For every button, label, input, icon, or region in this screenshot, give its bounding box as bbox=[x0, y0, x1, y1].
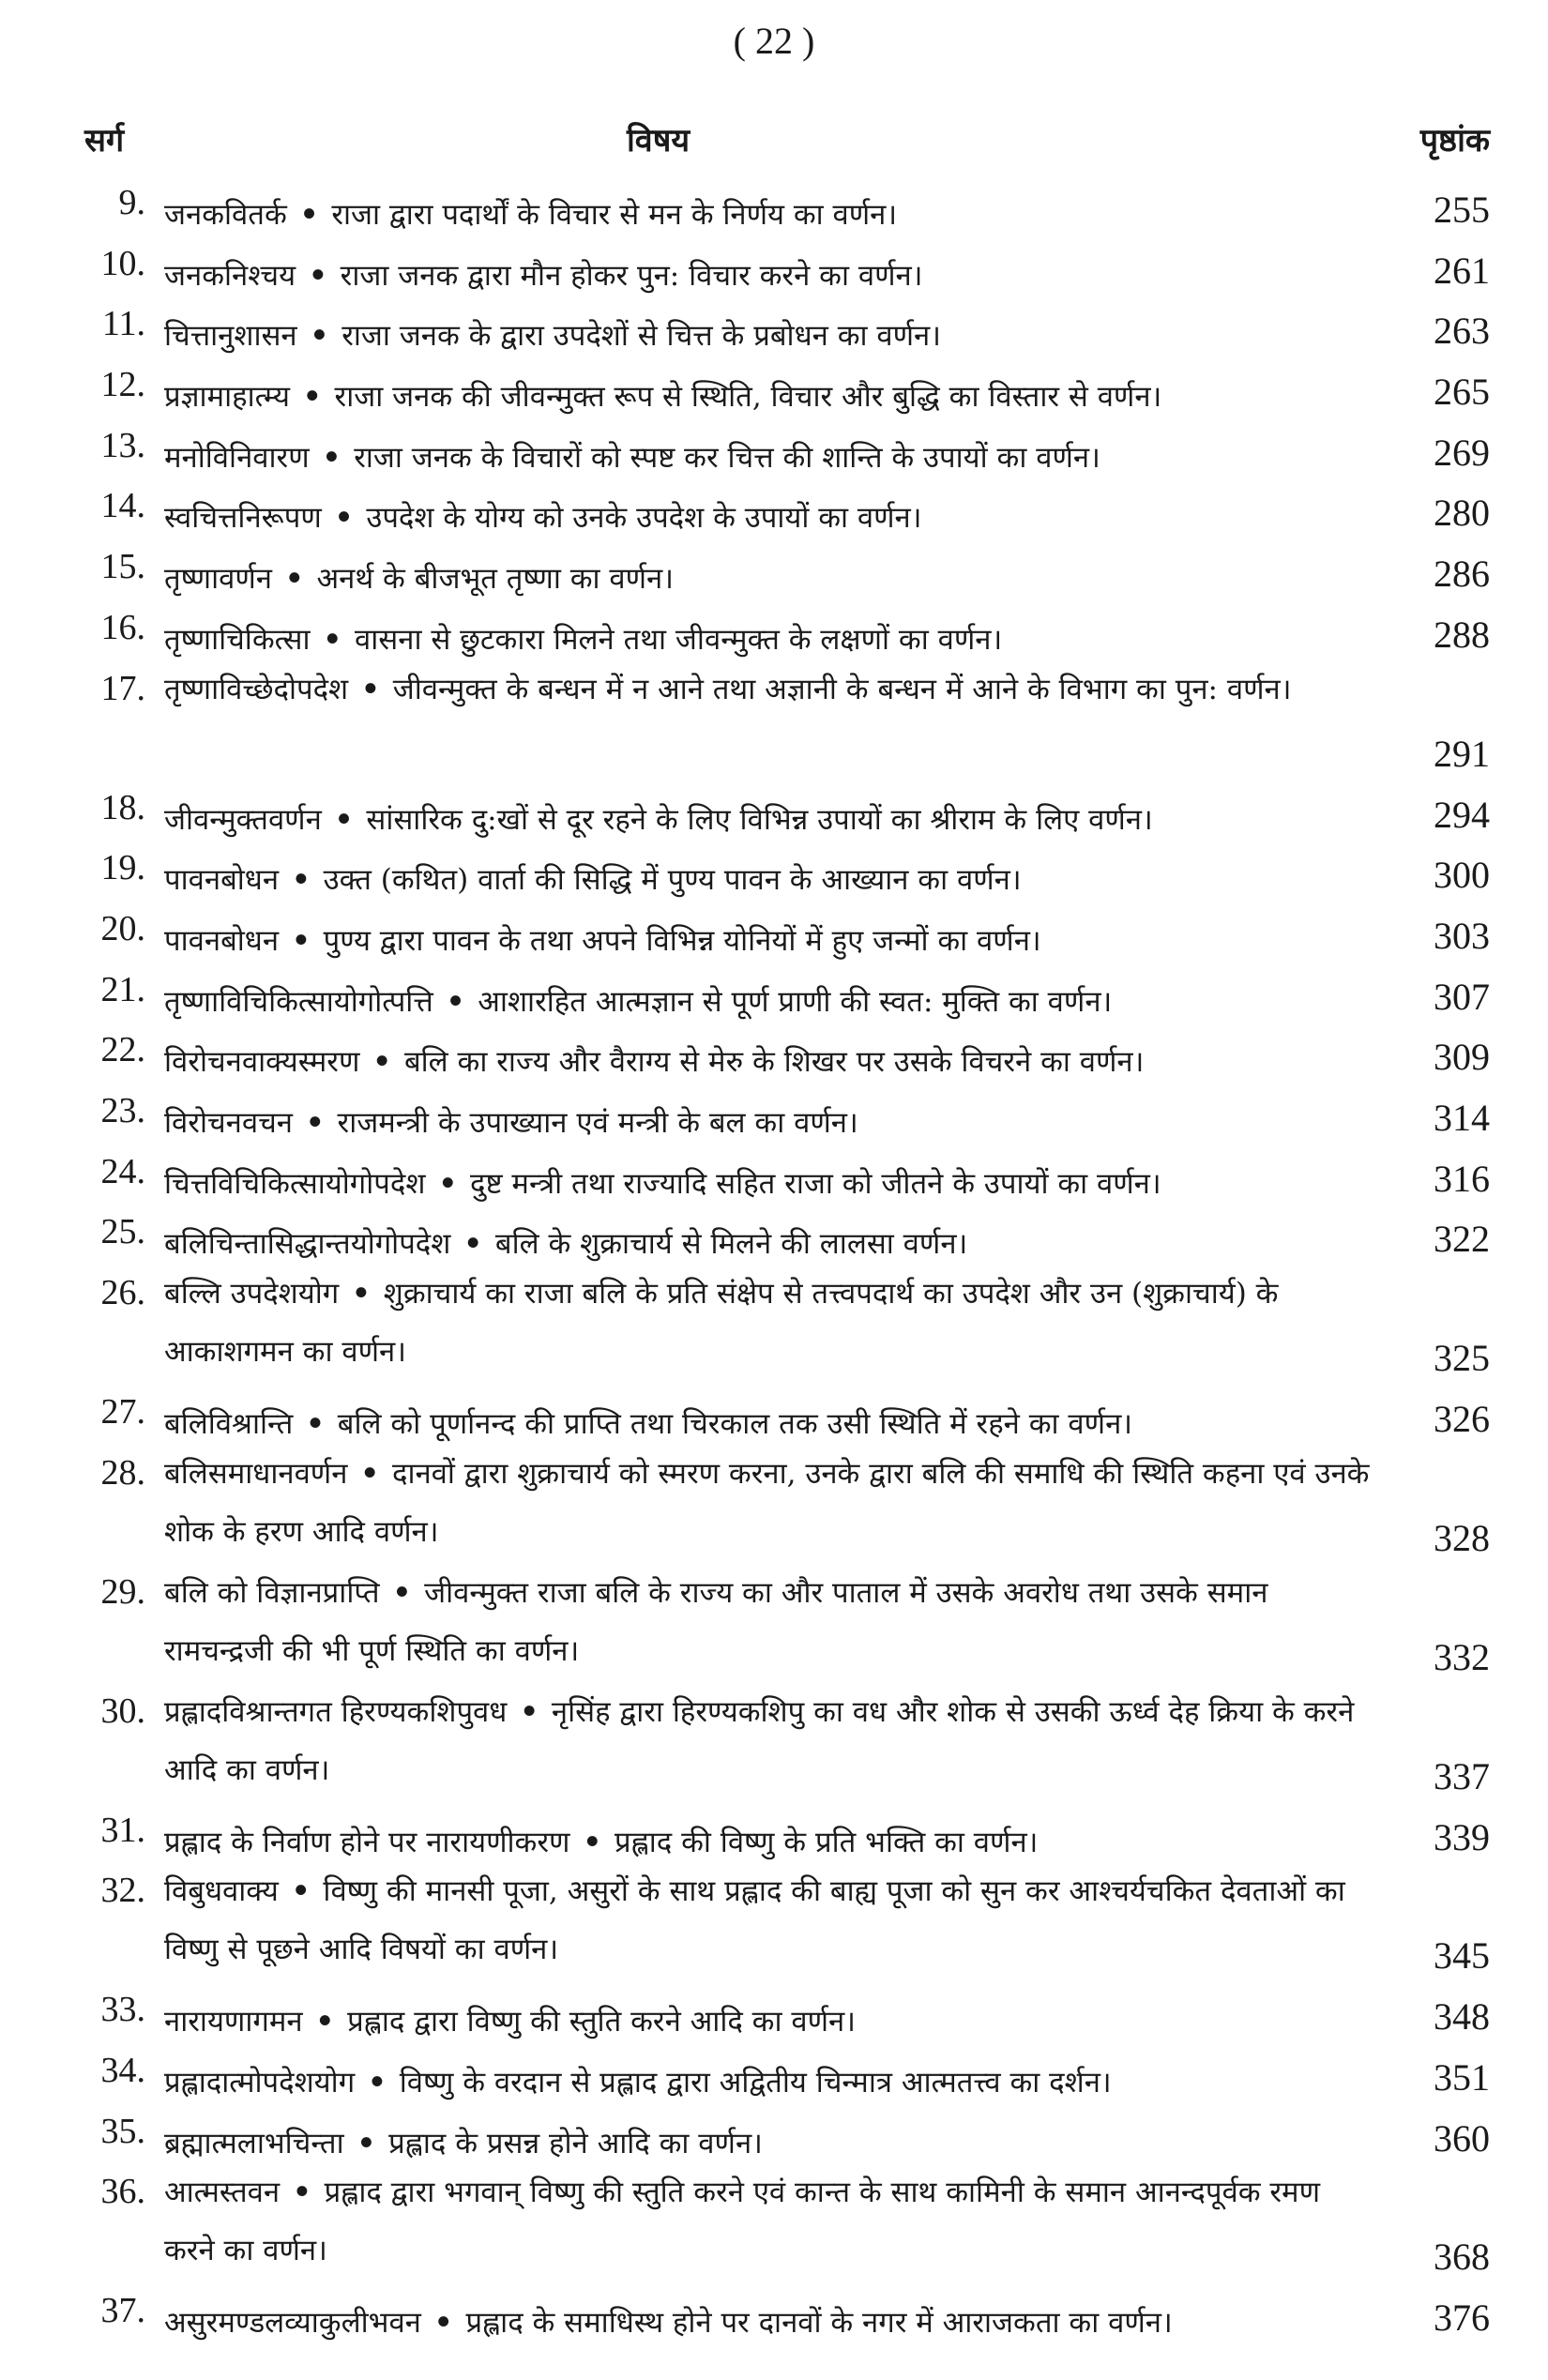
entry-number: 19. bbox=[100, 848, 145, 888]
entry-number: 24. bbox=[100, 1151, 145, 1191]
entry-title: तृष्णावर्णन bbox=[164, 562, 272, 597]
entry-title: जीवन्मुक्तवर्णन bbox=[164, 802, 322, 837]
entry-page-number: 376 bbox=[1434, 2297, 1490, 2340]
page-number: ( 22 ) bbox=[733, 20, 815, 62]
entry-title: प्रह्लाद के निर्वाण होने पर नारायणीकरण bbox=[164, 1825, 570, 1859]
entry-page-number: 368 bbox=[1434, 2236, 1490, 2279]
bullet-separator: • bbox=[299, 198, 319, 232]
bullet-separator: • bbox=[302, 380, 322, 415]
entry-number: 36. bbox=[100, 2172, 145, 2212]
entry-title: चित्तानुशासन bbox=[164, 319, 297, 354]
entry-page-number: 263 bbox=[1434, 310, 1490, 353]
entry-title: तृष्णाविचिकित्सायोगोत्पत्ति bbox=[164, 984, 433, 1019]
entry-number: 22. bbox=[100, 1030, 145, 1070]
contents-entry bbox=[0, 360, 1548, 421]
entry-page-number: 316 bbox=[1434, 1157, 1490, 1200]
bullet-separator: • bbox=[315, 2005, 335, 2039]
entry-title: नारायणागमन bbox=[164, 2005, 303, 2039]
entry-page-number: 339 bbox=[1434, 1815, 1490, 1858]
entry-text bbox=[164, 1033, 1374, 1091]
entry-description: राजमन्त्री के उपाख्यान एवं मन्त्री के बल का वर्णन। bbox=[337, 1105, 858, 1140]
entry-number: 33. bbox=[100, 1990, 145, 2030]
entry-title: चित्तविचिकित्सायोगोपदेश bbox=[164, 1166, 426, 1201]
entry-title: पावनबोधन bbox=[164, 923, 280, 958]
contents-entry bbox=[0, 542, 1548, 603]
entry-title: जनकनिश्चय bbox=[164, 258, 296, 293]
entry-number: 9. bbox=[118, 183, 145, 222]
entry-page-number: 322 bbox=[1434, 1218, 1490, 1261]
bullet-separator: • bbox=[357, 2126, 376, 2160]
contents-entry bbox=[0, 1207, 1548, 1268]
entry-page-number: 291 bbox=[1434, 732, 1490, 775]
contents-entry bbox=[0, 1387, 1548, 1448]
entry-description: बलि का राज्य और वैराग्य से मेरु के शिखर पर उसके विचरने का वर्णन। bbox=[403, 1045, 1145, 1080]
bullet-separator: • bbox=[291, 923, 311, 958]
bullet-separator: • bbox=[323, 622, 342, 657]
entry-title: मनोविनिवारण bbox=[164, 440, 310, 475]
entry-page-number: 265 bbox=[1434, 371, 1490, 414]
entry-text bbox=[164, 489, 1374, 547]
bullet-separator: • bbox=[438, 1166, 458, 1201]
entry-description: अनर्थ के बीजभूत तृष्णा का वर्णन। bbox=[316, 562, 675, 597]
contents-entry bbox=[0, 1268, 1548, 1387]
bullet-separator: • bbox=[308, 258, 327, 293]
bullet-separator: • bbox=[520, 1694, 539, 1729]
entry-description: राजा जनक की जीवन्मुक्त रूप से स्थिति, विचार और बुद्धि का विस्तार से वर्णन। bbox=[334, 380, 1162, 415]
bullet-separator: • bbox=[446, 984, 465, 1019]
entry-description: राजा जनक के द्वारा उपदेशों से चित्त के प्रबोधन का वर्णन। bbox=[341, 319, 941, 354]
entry-number: 37. bbox=[100, 2291, 145, 2331]
entry-text bbox=[164, 307, 1374, 365]
entry-number: 34. bbox=[100, 2051, 145, 2091]
bullet-separator: • bbox=[310, 319, 329, 354]
bullet-separator: • bbox=[368, 2066, 387, 2100]
entry-text bbox=[164, 1155, 1374, 1213]
contents-entry bbox=[0, 1985, 1548, 2046]
entry-number: 20. bbox=[100, 908, 145, 948]
contents-entry bbox=[0, 481, 1548, 542]
entry-description: राजा जनक के विचारों को स्पष्ट कर चित्त की शान्ति के उपायों का वर्णन। bbox=[354, 440, 1100, 475]
entry-text bbox=[164, 851, 1374, 909]
contents-entry bbox=[0, 1687, 1548, 1806]
entry-number: 18. bbox=[100, 787, 145, 827]
entry-title: विबुधवाक्य bbox=[164, 1874, 279, 1909]
entry-title: प्रज्ञामाहात्म्य bbox=[164, 380, 290, 415]
entry-description: प्रह्लाद द्वारा विष्णु की स्तुति करने आदि का वर्णन। bbox=[347, 2005, 856, 2039]
entry-page-number: 303 bbox=[1434, 914, 1490, 957]
contents-entry bbox=[0, 1568, 1548, 1687]
bullet-separator: • bbox=[463, 1227, 483, 1262]
entry-title: बलिविश्रान्ति bbox=[164, 1407, 294, 1441]
contents-entry bbox=[0, 2167, 1548, 2286]
entry-description: प्रह्लाद के प्रसन्न होने आदि का वर्णन। bbox=[388, 2126, 763, 2160]
contents-entry bbox=[0, 1086, 1548, 1147]
entry-text bbox=[164, 791, 1374, 849]
entry-number: 27. bbox=[100, 1392, 145, 1432]
entry-number: 10. bbox=[100, 243, 145, 283]
contents-entry bbox=[0, 239, 1548, 300]
entry-number: 16. bbox=[100, 607, 145, 647]
entry-number: 15. bbox=[100, 547, 145, 587]
entry-text bbox=[164, 186, 1374, 244]
entry-text bbox=[164, 550, 1374, 608]
contents-entry bbox=[0, 965, 1548, 1026]
entry-page-number: 300 bbox=[1434, 854, 1490, 897]
entry-description: बलि के शुक्राचार्य से मिलने की लालसा वर्णन। bbox=[494, 1227, 968, 1262]
entry-title: विरोचनवचन bbox=[164, 1105, 293, 1140]
entry-page-number: 294 bbox=[1434, 793, 1490, 836]
entry-page-number: 345 bbox=[1434, 1934, 1490, 1978]
entry-text bbox=[164, 1683, 1374, 1799]
entry-number: 30. bbox=[100, 1690, 145, 1731]
bullet-separator: • bbox=[334, 501, 354, 536]
entry-title: जनकवितर्क bbox=[164, 198, 287, 232]
entry-text bbox=[164, 1265, 1374, 1381]
bullet-separator: • bbox=[306, 1407, 325, 1441]
entry-description: उपदेश के योग्य को उनके उपदेश के उपायों का वर्णन। bbox=[366, 501, 922, 536]
entry-title: बलिचिन्तासिद्धान्तयोगोपदेश bbox=[164, 1227, 451, 1262]
entry-description: नृसिंह द्वारा हिरण्यकशिपु का वध और शोक से उसकी ऊर्ध्व देह क्रिया के करने आदि का वर्णन। bbox=[164, 1694, 1355, 1787]
contents-entry bbox=[0, 1806, 1548, 1867]
entry-description: सांसारिक दु:खों से दूर रहने के लिए विभिन्न उपायों का श्रीराम के लिए वर्णन। bbox=[366, 802, 1153, 837]
entry-number: 17. bbox=[100, 668, 145, 708]
entry-number: 31. bbox=[100, 1810, 145, 1850]
entry-page-number: 309 bbox=[1434, 1036, 1490, 1079]
entry-title: बलि को विज्ञानप्राप्ति bbox=[164, 1575, 380, 1610]
header-page-number: पृष्ठांक bbox=[1419, 122, 1490, 159]
entry-description: दानवों द्वारा शुक्राचार्य को स्मरण करना, उनके द्वारा बलि की समाधि की स्थिति कहना एवं उनके शोक के हरण आदि वर्णन। bbox=[164, 1456, 1370, 1549]
contents-entry bbox=[0, 664, 1548, 783]
header-chapter: सर्ग bbox=[84, 122, 125, 159]
bullet-separator: • bbox=[433, 2306, 453, 2341]
entry-description: जीवन्मुक्त के बन्धन में न आने तथा अज्ञानी के बन्धन में आने के विभाग का पुन: वर्णन। bbox=[392, 672, 1292, 706]
entry-number: 26. bbox=[100, 1273, 145, 1312]
entry-page-number: 348 bbox=[1434, 1995, 1490, 2039]
entry-page-number: 269 bbox=[1434, 431, 1490, 474]
entry-text bbox=[164, 1445, 1374, 1561]
entry-description: प्रह्लाद की विष्णु के प्रति भक्ति का वर्णन। bbox=[615, 1825, 1039, 1859]
bullet-separator: • bbox=[322, 440, 341, 475]
entry-page-number: 280 bbox=[1434, 492, 1490, 535]
entry-text bbox=[164, 2294, 1374, 2352]
entry-page-number: 288 bbox=[1434, 613, 1490, 656]
entry-page-number: 261 bbox=[1434, 249, 1490, 292]
entry-description: उक्त (कथित) वार्ता की सिद्धि में पुण्य पावन के आख्यान का वर्णन। bbox=[323, 863, 1022, 898]
entry-page-number: 255 bbox=[1434, 189, 1490, 231]
bullet-separator: • bbox=[360, 1456, 380, 1491]
entry-page-number: 325 bbox=[1434, 1337, 1490, 1379]
contents-entry bbox=[0, 1025, 1548, 1086]
entry-number: 28. bbox=[100, 1452, 145, 1493]
entry-description: प्रह्लाद द्वारा भगवान् विष्णु की स्तुति करने एवं कान्त के साथ कामिनी के समान आनन्दपूर्वक रमण करने का वर्णन। bbox=[164, 2175, 1321, 2268]
entry-page-number: 328 bbox=[1434, 1516, 1490, 1559]
bullet-separator: • bbox=[291, 863, 311, 898]
bullet-separator: • bbox=[392, 1575, 412, 1610]
entry-title: ब्रह्मात्मलाभचिन्ता bbox=[164, 2126, 344, 2160]
entry-page-number: 326 bbox=[1434, 1398, 1490, 1440]
bullet-separator: • bbox=[284, 562, 304, 597]
entry-description: शुक्राचार्य का राजा बलि के प्रति संक्षेप से तत्त्वपदार्थ का उपदेश और उन (शुक्राचार्य) के आकाशगमन का वर्णन। bbox=[164, 1277, 1279, 1369]
entry-title: पावनबोधन bbox=[164, 863, 280, 898]
contents-entry bbox=[0, 783, 1548, 844]
contents-entry bbox=[0, 603, 1548, 664]
contents-entry bbox=[0, 178, 1548, 239]
entry-title: विरोचनवाक्यस्मरण bbox=[164, 1045, 360, 1080]
entry-title: प्रह्लादविश्रान्तगत हिरण्यकशिपुवध bbox=[164, 1694, 508, 1729]
entry-title: बलिसमाधानवर्णन bbox=[164, 1456, 348, 1491]
entry-page-number: 332 bbox=[1434, 1635, 1490, 1678]
entry-description: राजा जनक द्वारा मौन होकर पुन: विचार करने का वर्णन। bbox=[340, 258, 923, 293]
contents-entry bbox=[0, 1147, 1548, 1208]
entry-description: बलि को पूर्णानन्द की प्राप्ति तथा चिरकाल तक उसी स्थिति में रहने का वर्णन। bbox=[337, 1407, 1133, 1441]
entry-text bbox=[164, 2054, 1374, 2112]
entry-title: प्रह्लादात्मोपदेशयोग bbox=[164, 2066, 356, 2100]
entry-text bbox=[164, 1564, 1374, 1680]
entry-description: दुष्ट मन्त्री तथा राज्यादि सहित राजा को जीतने के उपायों का वर्णन। bbox=[470, 1166, 1161, 1201]
entry-number: 12. bbox=[100, 365, 145, 405]
contents-entry bbox=[0, 2286, 1548, 2347]
entry-text bbox=[164, 2163, 1374, 2280]
bullet-separator: • bbox=[305, 1105, 325, 1140]
entry-title: तृष्णाविच्छेदोपदेश bbox=[164, 672, 349, 706]
header-subject: विषय bbox=[627, 122, 691, 159]
entry-page-number: 337 bbox=[1434, 1754, 1490, 1797]
bullet-separator: • bbox=[291, 1874, 311, 1909]
entry-description: राजा द्वारा पदार्थों के विचार से मन के निर्णय का वर्णन। bbox=[331, 198, 898, 232]
entry-description: पुण्य द्वारा पावन के तथा अपने विभिन्न योनियों में हुए जन्मों का वर्णन। bbox=[323, 923, 1041, 958]
bullet-separator: • bbox=[334, 802, 354, 837]
contents-entry bbox=[0, 2107, 1548, 2168]
entry-text bbox=[164, 973, 1374, 1031]
entry-title: स्वचित्तनिरूपण bbox=[164, 501, 322, 536]
entry-title: तृष्णाचिकित्सा bbox=[164, 622, 311, 657]
entry-page-number: 307 bbox=[1434, 975, 1490, 1018]
entry-text bbox=[164, 247, 1374, 305]
entry-text bbox=[164, 912, 1374, 970]
entry-page-number: 360 bbox=[1434, 2116, 1490, 2160]
entry-title: असुरमण्डलव्याकुलीभवन bbox=[164, 2306, 421, 2341]
entry-number: 13. bbox=[100, 425, 145, 465]
contents-entry bbox=[0, 421, 1548, 482]
entry-text bbox=[164, 660, 1374, 719]
contents-entry bbox=[0, 843, 1548, 904]
entry-description: विष्णु की मानसी पूजा, असुरों के साथ प्रह्लाद की बाह्य पूजा को सुन कर आश्चर्यचकित देवताओं का विष्णु से पूछने आदि विषयों का वर्णन। bbox=[164, 1874, 1345, 1967]
entry-text bbox=[164, 368, 1374, 426]
entry-number: 29. bbox=[100, 1571, 145, 1612]
bullet-separator: • bbox=[372, 1045, 392, 1080]
entry-page-number: 286 bbox=[1434, 553, 1490, 596]
entry-number: 14. bbox=[100, 486, 145, 526]
contents-list bbox=[0, 178, 1548, 2347]
bullet-separator: • bbox=[361, 672, 380, 706]
entry-description: वासना से छुटकारा मिलने तथा जीवन्मुक्त के लक्षणों का वर्णन। bbox=[355, 622, 1003, 657]
entry-number: 35. bbox=[100, 2111, 145, 2151]
entry-page-number: 351 bbox=[1434, 2056, 1490, 2100]
contents-entry bbox=[0, 1448, 1548, 1568]
entry-number: 23. bbox=[100, 1090, 145, 1130]
entry-number: 25. bbox=[100, 1212, 145, 1252]
entry-title: बल्लि उपदेशयोग bbox=[164, 1277, 340, 1311]
bullet-separator: • bbox=[352, 1277, 371, 1311]
entry-number: 11. bbox=[101, 304, 145, 344]
bullet-separator: • bbox=[292, 2175, 311, 2210]
entry-number: 21. bbox=[100, 969, 145, 1009]
bullet-separator: • bbox=[583, 1825, 602, 1859]
entry-page-number: 314 bbox=[1434, 1096, 1490, 1139]
entry-text bbox=[164, 429, 1374, 487]
entry-text bbox=[164, 1862, 1374, 1978]
contents-entry bbox=[0, 299, 1548, 360]
entry-text bbox=[164, 1993, 1374, 2051]
contents-entry bbox=[0, 904, 1548, 965]
entry-title: आत्मस्तवन bbox=[164, 2175, 281, 2210]
entry-description: प्रह्लाद के समाधिस्थ होने पर दानवों के नगर में आराजकता का वर्णन। bbox=[465, 2306, 1173, 2341]
contents-entry bbox=[0, 2046, 1548, 2107]
entry-description: जीवन्मुक्त राजा बलि के राज्य का और पाताल में उसके अवरोध तथा उसके समान रामचन्द्रजी की भी पूर्ण स्थिति का वर्णन। bbox=[164, 1575, 1268, 1668]
entry-text bbox=[164, 1094, 1374, 1152]
contents-entry bbox=[0, 1866, 1548, 1985]
entry-description: विष्णु के वरदान से प्रह्लाद द्वारा अद्वितीय चिन्मात्र आत्मतत्त्व का दर्शन। bbox=[399, 2066, 1112, 2100]
entry-number: 32. bbox=[100, 1871, 145, 1911]
entry-description: आशारहित आत्मज्ञान से पूर्ण प्राणी की स्वत: मुक्ति का वर्णन। bbox=[478, 984, 1113, 1019]
